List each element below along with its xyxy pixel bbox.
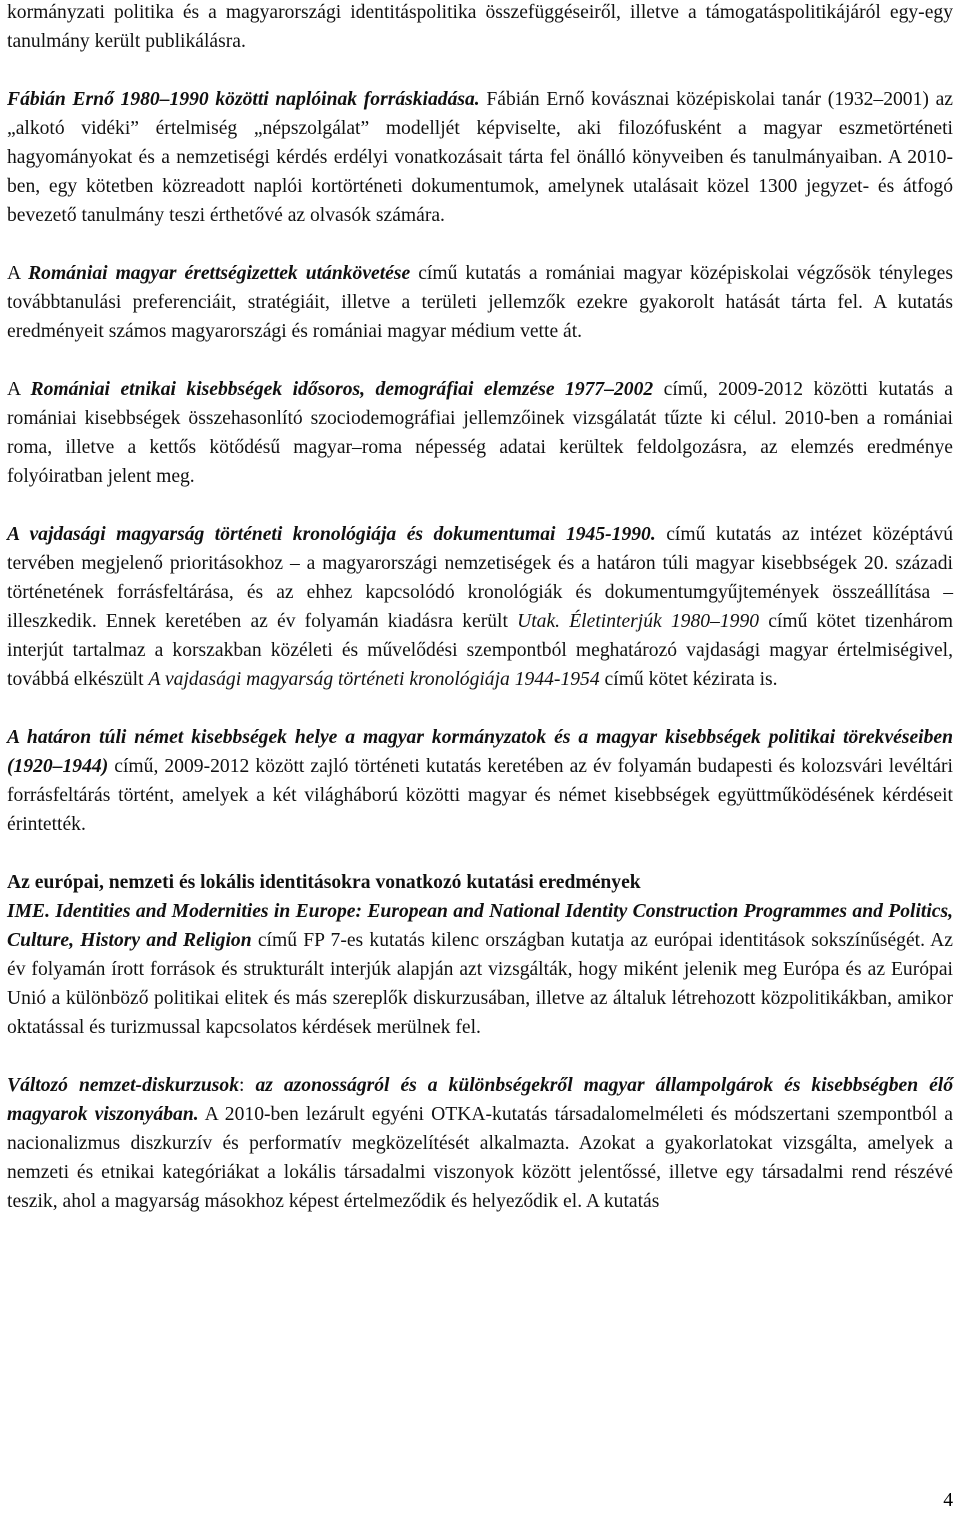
paragraph-text: című, 2009-2012 közötti kutatás a romániai kisebbségek összehasonlító szociodemográfiai jellemzőinek vizsgálatát tűzte ki célul. 2010-ben a romániai roma, illetve a kettős kötődésű magyar–roma népesség adatai kerültek feldolgozásra, az elemzés eredménye folyóiratban jelent meg. [7, 379, 954, 487]
paragraph-text: kormányzati politika és a magyarországi identitáspolitika összefüggéseiről, illetve a támogatáspolitikájáról egy-egy tanulmány került publikálásra. [7, 2, 953, 52]
section-heading [7, 868, 953, 897]
paragraph-title: IME. Identities and Modernities in Europe: European and National Identity Construction Programmes and Politics, Culture, History and Religion [7, 901, 953, 951]
paragraph-text: Fábián Ernő kovásznai középiskolai tanár (1932–2001) az „alkotó vidéki” értelmiség „népszolgálat” modelljét képviselte, aki filozófusként a magyar eszmetörténeti hagyományokat és a nemzetiségi kérdés erdélyi vonatkozásait tárta fel önálló könyveiben és tanulmányaiban. A 2010-ben, egy kötetben közreadott naplói kortörténeti dokumentumok, amelynek utalásait közel 1300 jegyzet- és átfogó bevezető tanulmány teszi érthetővé az olvasók számára. [7, 89, 953, 226]
paragraph-text: című kutatás a romániai magyar középiskolai végzősök tényleges továbbtanulási preferenciáit, stratégiáit, illetve a területi jellemzők ezekre gyakorolt hatását tárta fel. A kutatás eredményeit számos magyarországi és romániai magyar médium vette át. [7, 263, 954, 342]
paragraph-text: című, 2009-2012 között zajló történeti kutatás keretében az év folyamán budapesti és kolozsvári levéltári forrásfeltárás történt, amelyek a két világháború közötti magyar és német kisebbségek együttműködésének kérdéseit érintették. [7, 756, 953, 835]
paragraph-title: Fábián Ernő 1980–1990 közötti naplóinak forráskiadása. [7, 89, 480, 110]
paragraph-text: című FP 7-es kutatás kilenc országban kutatja az európai identitások sokszínűségét. Az év folyamán írott források és strukturált interjúk alapján azt vizsgálták, hogy miként jelenik meg Európa és az Európai Unió a különböző politikai elitek és más szereplők diskurzusában, illetve az általuk létrehozott közpolitikákban, amikor oktatással és turizmussal kapcsolatos kérdések merülnek fel. [7, 930, 953, 1038]
paragraph-lead: A [7, 379, 31, 400]
paragraph-title: Változó nemzet-diskurzusok [7, 1075, 240, 1096]
paragraph-title: Romániai etnikai kisebbségek idősoros, demográfiai elemzése 1977–2002 [30, 379, 654, 400]
paragraph-text: című kutatás az intézet középtávú tervében megjelenő prioritásokhoz – a magyarországi nemzetiségek és a határon túli magyar kisebbségek 20. századi történetének forrásfeltárása, és az ehhez kapcsolódó kronológiák és dokumentumgyűjtemények összeállítása – illeszkedik. Ennek keretében az év folyamán kiadásra került [7, 524, 953, 632]
paragraph-fabian [7, 85, 953, 230]
paragraph-romaniai-kisebbsegek [7, 375, 953, 491]
paragraph-subtitle: az azonosságról és a különbségekről magyar állampolgárok és kisebbségben élő magyarok viszonyában. [7, 1075, 954, 1125]
paragraph-valtozo-nemzet [7, 1071, 953, 1216]
paragraph-ime [7, 897, 953, 1042]
paragraph-title: Romániai magyar érettségizettek utánkövetése [28, 263, 411, 284]
colon: : [239, 1075, 256, 1096]
paragraph-vajdasagi [7, 520, 953, 694]
paragraph-lead: A [7, 263, 29, 284]
paragraph-romaniai-erettsegizettek [7, 259, 953, 346]
paragraph-text: című kötet tizenhárom interjút tartalmaz a korszakban közéleti és művelődési szempontból meghatározó vajdasági magyar értelmiségivel, továbbá elkészült [7, 611, 953, 690]
section-heading-text: Az európai, nemzeti és lokális identitásokra vonatkozó kutatási eredmények [7, 872, 641, 893]
paragraph-text: A 2010-ben lezárult egyéni OTKA-kutatás társadalomelméleti és módszertani szempontból a nacionalizmus diszkurzív és performatív megközelítését alkalmazta. Azokat a gyakorlatokat vizsgálta, amelyek a nemzeti és etnikai kategóriákat a lokális társadalmi viszonyok között jelentőssé, illetve egy társadalmi rend részévé teszik, ahol a magyarság másokhoz képest értelmeződik és helyeződik el. A kutatás [7, 1104, 953, 1212]
paragraph-title: A vajdasági magyarság történeti kronológiája és dokumentumai 1945-1990. [7, 524, 656, 545]
paragraph-policy-fragment [7, 0, 953, 56]
book-title: Utak. Életinterjúk 1980–1990 [517, 611, 760, 632]
page-number: 4 [943, 1490, 953, 1511]
paragraph-nemet-kisebbsegek [7, 723, 953, 839]
book-title: A vajdasági magyarság történeti kronológiája 1944-1954 [148, 669, 600, 690]
paragraph-title: A határon túli német kisebbségek helye a magyar kormányzatok és a magyar kisebbségek politikai törekvéseiben (1920–1944) [7, 727, 953, 777]
paragraph-text: című kötet kézirata is. [599, 669, 778, 690]
